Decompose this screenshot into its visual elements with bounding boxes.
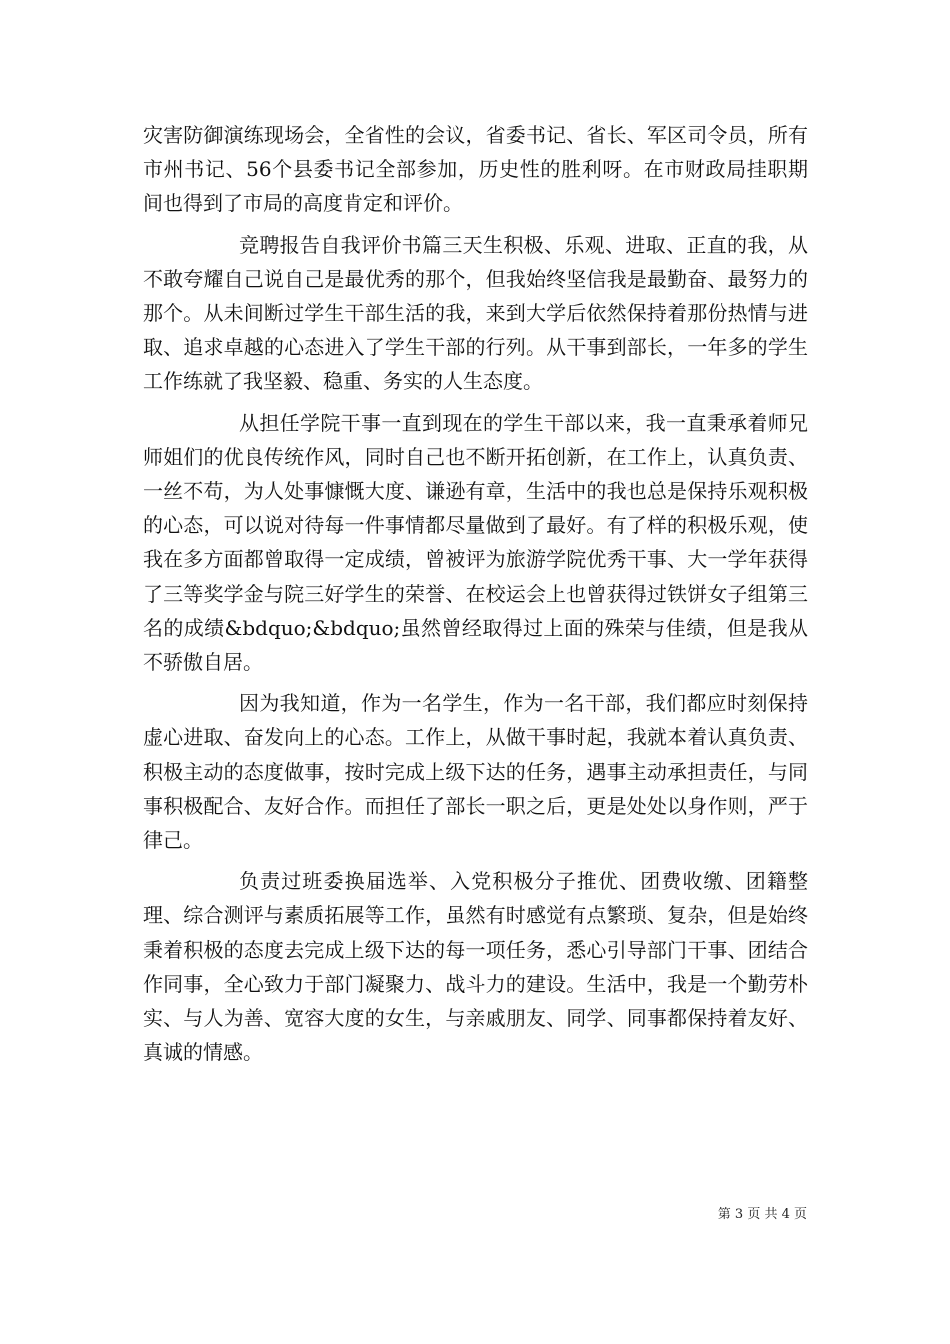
page-footer [0,1203,950,1223]
paragraph-1: 灾害防御演练现场会，全省性的会议，省委书记、省长、军区司令员，所有市州书记、56个县委书记全部参加，历史性的胜利呀。在市财政局挂职期间也得到了市局的高度肯定和评价。 [143,123,808,216]
paragraph-3: 从担任学院干事一直到现在的学生干部以来，我一直秉承着师兄师姐们的优良传统作风，同时自己也不断开拓创新，在工作上，认真负责、一丝不苟，为人处事慷慨大度、谦逊有章，生活中的我也总是保持乐观积极的心态，可以说对待每一件事情都尽量做到了最好。有了样的积极乐观，使我在多方面都曾取得一定成绩，曾被评为旅游学院优秀干事、大一学年获得了三等奖学金与院三好学生的荣誉、在校运会上也曾获得过铁饼女子组第三名的成绩&bdquo;&bdquo;虽然曾经取得过上面的殊荣与佳绩，但是我从不骄傲自居。 [143,410,808,675]
paragraph-4: 因为我知道，作为一名学生，作为一名干部，我们都应时刻保持虚心进取、奋发向上的心态。工作上，从做干事时起，我就本着认真负责、积极主动的态度做事，按时完成上级下达的任务，遇事主动承担责任，与同事积极配合、友好合作。而担任了部长一职之后，更是处处以身作则，严于律己。 [143,691,808,853]
page-indicator: 第 3 页 共 4 页 [717,1207,807,1222]
paragraph-5: 负责过班委换届选举、入党积极分子推优、团费收缴、团籍整理、综合测评与素质拓展等工作，虽然有时感觉有点繁琐、复杂，但是始终秉着积极的态度去完成上级下达的每一项任务，悉心引导部门干事、团结合作同事，全心致力于部门凝聚力、战斗力的建设。生活中，我是一个勤劳朴实、与人为善、宽容大度的女生，与亲戚朋友、同学、同事都保持着友好、真诚的情感。 [143,869,808,1065]
document-body [143,118,808,1076]
paragraph-2: 竞聘报告自我评价书篇三天生积极、乐观、进取、正直的我，从不敢夸耀自己说自己是最优秀的那个，但我始终坚信我是最勤奋、最努力的那个。从未间断过学生干部生活的我，来到大学后依然保持着那份热情与进取、追求卓越的心态进入了学生干部的行列。从干事到部长，一年多的学生工作练就了我坚毅、稳重、务实的人生态度。 [143,232,808,394]
